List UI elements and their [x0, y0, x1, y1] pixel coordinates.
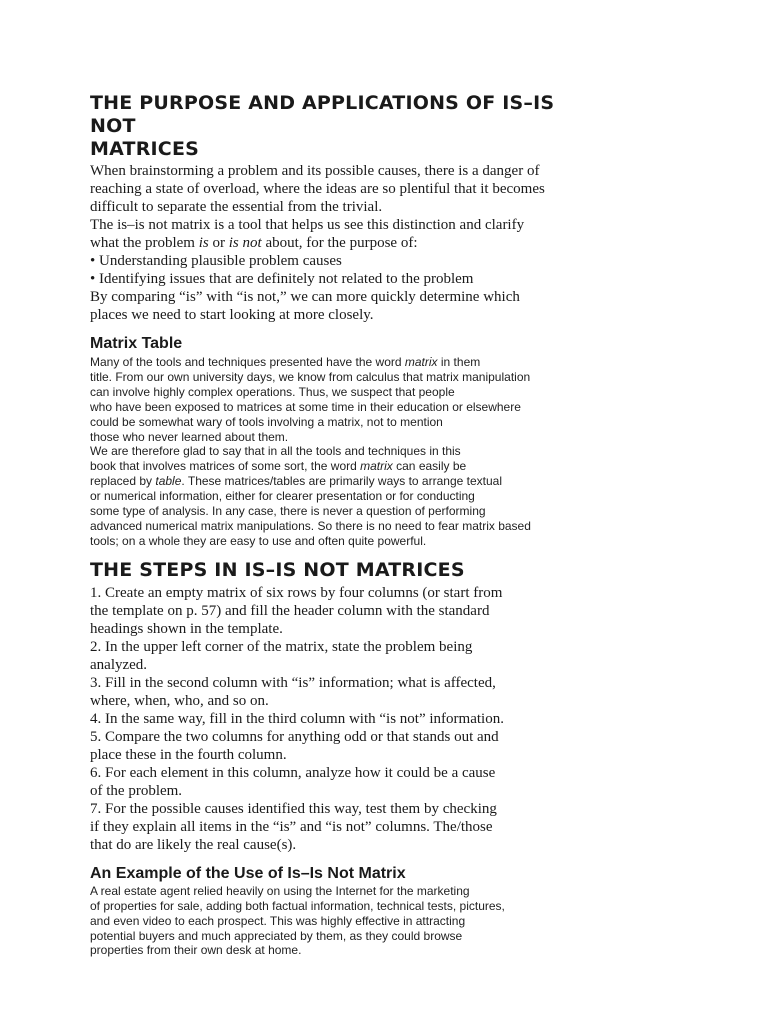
text-segment: . These matrices/tables are primarily ways to arrange textual: [181, 474, 502, 489]
text-line: [90, 355, 570, 370]
text-line: who have been exposed to matrices at some time in their education or elsewhere: [90, 399, 521, 414]
step-line: 3. Fill in the second column with “is” information; what is affected,: [90, 674, 496, 691]
text-line: When brainstorming a problem and its possible causes, there is a danger of: [90, 163, 540, 179]
text-segment: book that involves matrices of some sort, the word: [90, 459, 361, 474]
text-line: potential buyers and much appreciated by them, as they could browse: [90, 928, 463, 943]
section-title-purpose: [90, 92, 570, 161]
text-line: properties from their own desk at home.: [90, 943, 302, 958]
text-segment: what the problem: [90, 235, 199, 251]
italic-text: is: [198, 235, 209, 251]
step-line: of the problem.: [90, 782, 183, 799]
step-line: where, when, who, and so on.: [90, 692, 269, 709]
step-line: place these in the fourth column.: [90, 746, 287, 763]
step-line: if they explain all items in the “is” and “is not” columns. The/those: [90, 818, 493, 835]
document-content: [90, 92, 570, 958]
text-line: [90, 474, 570, 489]
step-line: that do are likely the real cause(s).: [90, 836, 297, 853]
text-segment: in them: [437, 355, 481, 369]
italic-text: table: [155, 474, 182, 489]
text-line: places we need to start looking at more closely.: [90, 307, 374, 323]
step-line: 6. For each element in this column, analyze how it could be a cause: [90, 764, 496, 781]
text-line: [90, 234, 570, 252]
text-line: those who never learned about them.: [90, 429, 289, 444]
text-line: of properties for sale, adding both factual information, technical tests, pictures,: [90, 898, 505, 913]
section-title-line-1: THE PURPOSE AND APPLICATIONS OF IS–IS NOT: [90, 92, 555, 137]
text-line: and even video to each prospect. This was highly effective in attracting: [90, 913, 466, 928]
section-title-steps: THE STEPS IN IS–IS NOT MATRICES: [90, 558, 465, 581]
text-line: some type of analysis. In any case, there is never a question of performing: [90, 504, 486, 519]
italic-text: matrix: [404, 355, 438, 369]
subheading-example: An Example of the Use of Is–Is Not Matrix: [90, 864, 406, 882]
text-line: reaching a state of overload, where the ideas are so plentiful that it becomes: [90, 181, 545, 197]
step-line: 4. In the same way, fill in the third column with “is not” information.: [90, 710, 504, 727]
text-segment: replaced by: [90, 474, 156, 489]
section-title-line-2: MATRICES: [90, 138, 200, 160]
subheading-matrix-table: Matrix Table: [90, 335, 183, 352]
step-line: 5. Compare the two columns for anything odd or that stands out and: [90, 728, 499, 745]
text-line: advanced numerical matrix manipulations. So there is no need to fear matrix based: [90, 518, 531, 533]
text-line: [90, 459, 570, 474]
bullet-item: • Understanding plausible problem causes: [90, 253, 342, 269]
matrix-table-paragraph: [90, 355, 570, 549]
italic-text: matrix: [360, 459, 393, 474]
step-line: 1. Create an empty matrix of six rows by four columns (or start from: [90, 584, 503, 601]
text-line: can involve highly complex operations. Thus, we suspect that people: [90, 384, 455, 399]
text-line: By comparing “is” with “is not,” we can more quickly determine which: [90, 289, 520, 305]
text-line: could be somewhat wary of tools involving a matrix, not to mention: [90, 414, 443, 429]
text-line: The is–is not matrix is a tool that helps us see this distinction and clarify: [90, 217, 525, 233]
step-line: 7. For the possible causes identified this way, test them by checking: [90, 800, 497, 817]
step-line: analyzed.: [90, 656, 148, 673]
text-line: A real estate agent relied heavily on using the Internet for the marketing: [90, 883, 470, 898]
text-line: tools; on a whole they are easy to use and often quite powerful.: [90, 533, 427, 548]
step-line: headings shown in the template.: [90, 620, 283, 637]
step-line: 2. In the upper left corner of the matrix, state the problem being: [90, 638, 473, 655]
example-paragraph: [90, 884, 570, 959]
text-segment: about, for the purpose of:: [261, 235, 418, 251]
text-line: or numerical information, either for clearer presentation or for conducting: [90, 489, 475, 504]
text-segment: can easily be: [392, 459, 467, 474]
bullet-item: • Identifying issues that are definitely not related to the problem: [90, 271, 474, 287]
text-line: difficult to separate the essential from the trivial.: [90, 199, 383, 215]
text-segment: Many of the tools and techniques presented have the word: [90, 355, 405, 369]
text-segment: or: [208, 235, 229, 251]
intro-paragraph: [90, 162, 570, 324]
text-line: title. From our own university days, we know from calculus that matrix manipulation: [90, 369, 531, 384]
step-line: the template on p. 57) and fill the header column with the standard: [90, 602, 490, 619]
steps-list: [90, 584, 570, 854]
text-line: We are therefore glad to say that in all the tools and techniques in this: [90, 444, 461, 459]
italic-text: is not: [228, 235, 262, 251]
